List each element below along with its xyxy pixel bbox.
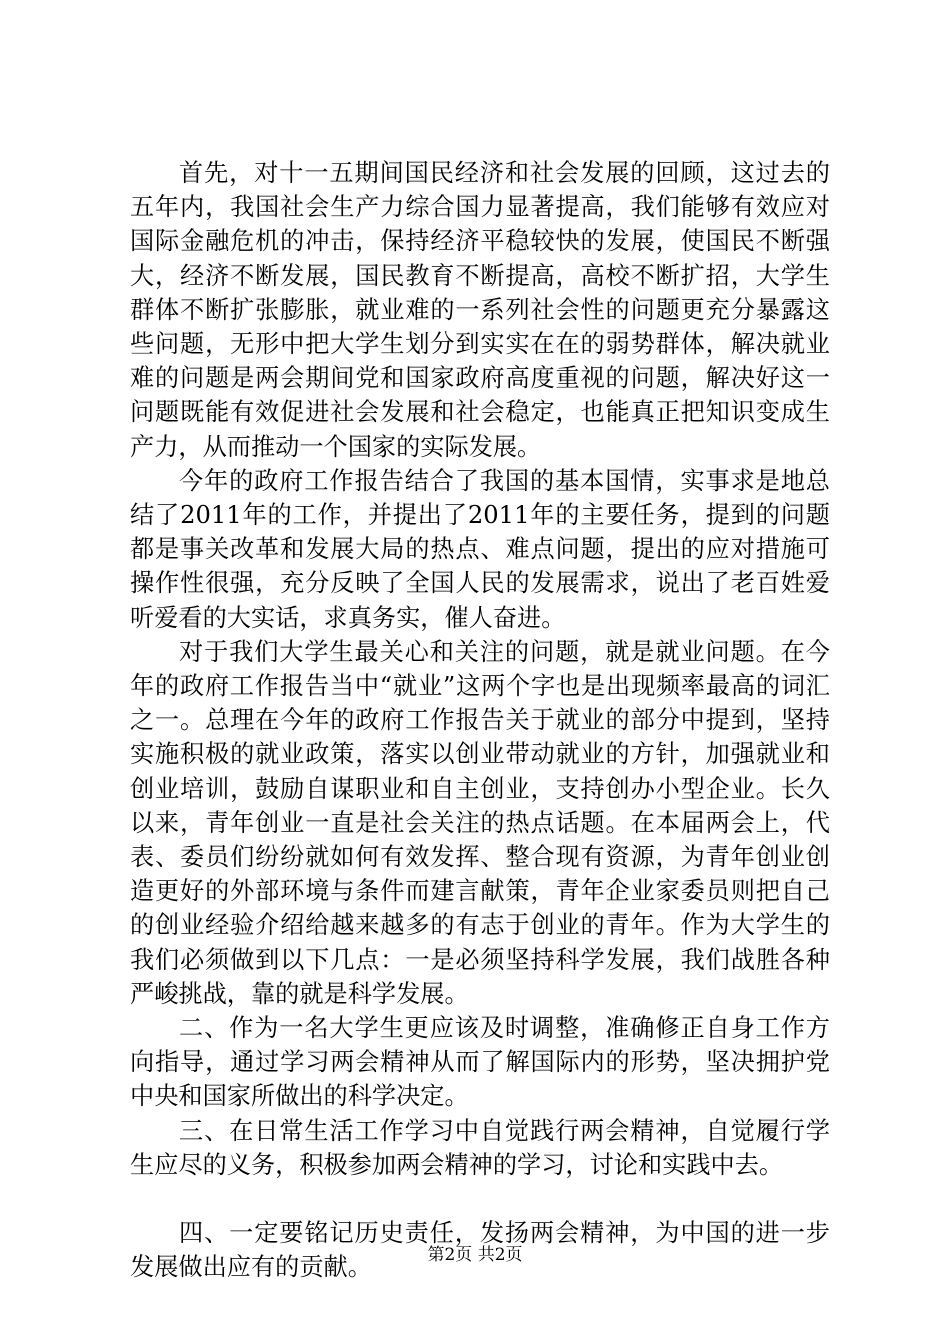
paragraph-5: 三、在日常生活工作学习中自觉践行两会精神，自觉履行学生应尽的义务，积极参加两会精神的学习，讨论和实践中去。	[130, 1116, 830, 1179]
paragraph-6: 四、一定要铭记历史责任，发扬两会精神，为中国的进一步发展做出应有的贡献。	[130, 1219, 830, 1282]
document-body	[130, 156, 830, 1285]
page-footer: 第2页 共2页	[427, 1245, 523, 1265]
paragraph-1: 首先，对十一五期间国民经济和社会发展的回顾，这过去的五年内，我国社会生产力综合国力显著提高，我们能够有效应对国际金融危机的冲击，保持经济平稳较快的发展，使国民不断强大，经济不断发展，国民教育不断提高，高校不断扩招，大学生群体不断扩张膨胀，就业难的一系列社会性的问题更充分暴露这些问题，无形中把大学生划分到实实在在的弱势群体，解决就业难的问题是两会期间党和国家政府高度重视的问题，解决好这一问题既能有效促进社会发展和社会稳定，也能真正把知识变成生产力，从而推动一个国家的实际发展。	[130, 159, 830, 461]
paragraph-2: 今年的政府工作报告结合了我国的基本国情，实事求是地总结了2011年的工作，并提出了2011年的主要任务，提到的问题都是事关改革和发展大局的热点、难点问题，提出的应对措施可操作性很强，充分反映了全国人民的发展需求，说出了老百姓爱听爱看的大实话，求真务实，催人奋进。	[130, 466, 830, 632]
paragraph-4: 二、作为一名大学生更应该及时调整，准确修正自身工作方向指导，通过学习两会精神从而了解国际内的形势，坚决拥护党中央和国家所做出的科学决定。	[130, 1014, 830, 1111]
paragraph-3: 对于我们大学生最关心和关注的问题，就是就业问题。在今年的政府工作报告当中“就业”这两个字也是出现频率最高的词汇之一。总理在今年的政府工作报告关于就业的部分中提到，坚持实施积极的就业政策，落实以创业带动就业的方针，加强就业和创业培训，鼓励自谋职业和自主创业，支持创办小型企业。长久以来，青年创业一直是社会关注的热点话题。在本届两会上，代表、委员们纷纷就如何有效发挥、整合现有资源，为青年创业创造更好的外部环境与条件而建言献策，青年企业家委员则把自己的创业经验介绍给越来越多的有志于创业的青年。作为大学生的我们必须做到以下几点：一是必须坚持科学发展，我们战胜各种严峻挑战，靠的就是科学发展。	[130, 637, 830, 1008]
